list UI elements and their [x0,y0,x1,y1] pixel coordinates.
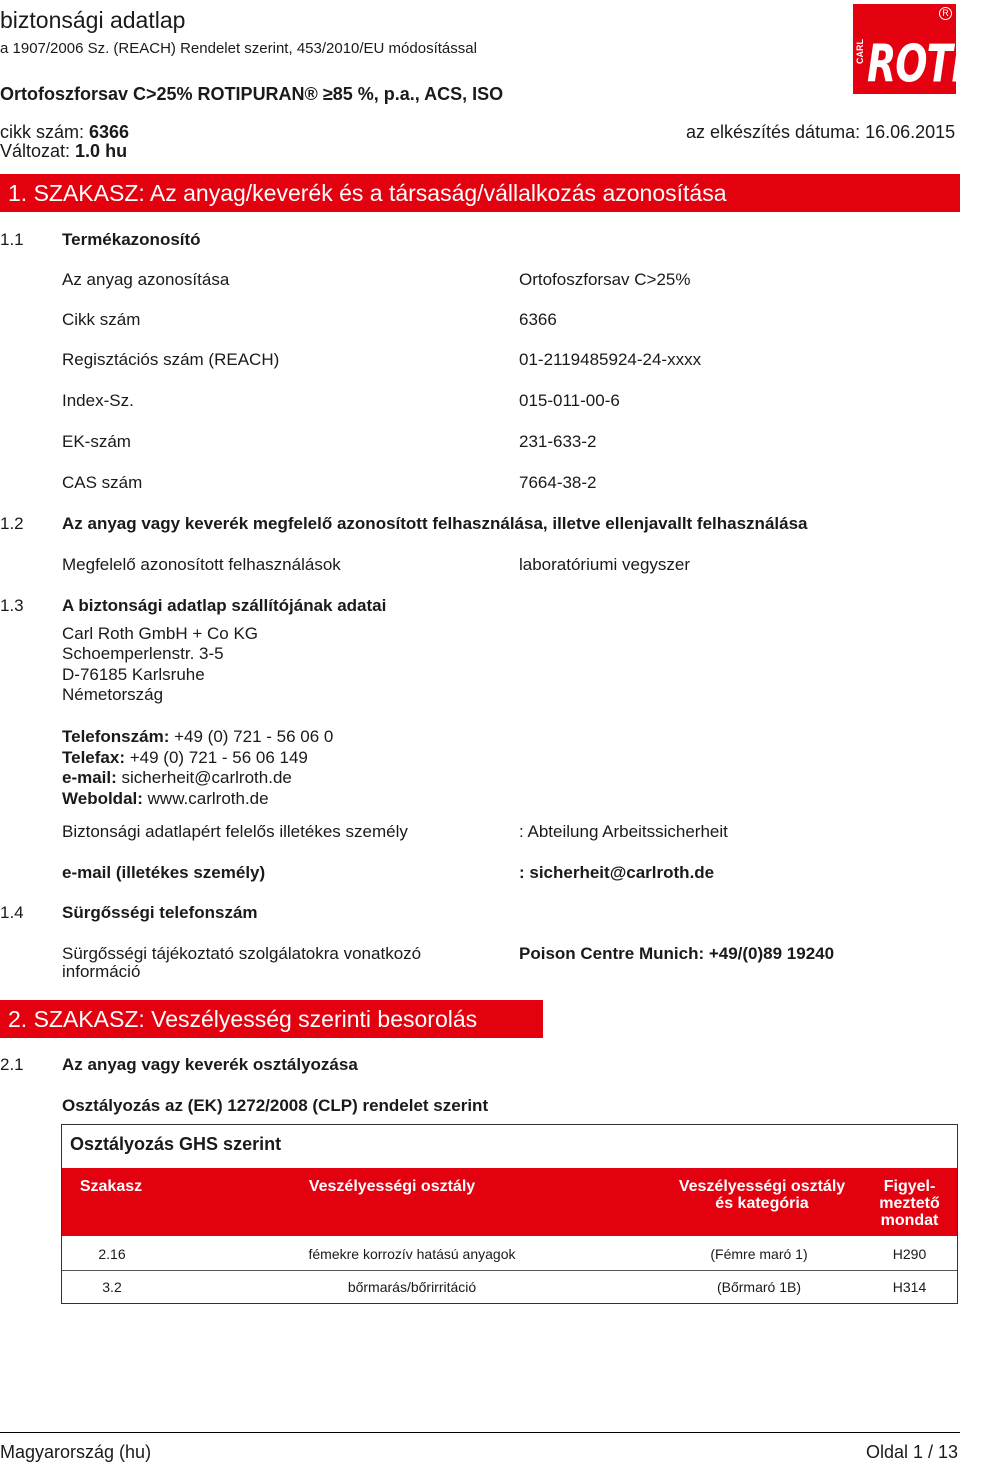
row-label: Index-Sz. [62,391,134,410]
email-value[interactable]: sicherheit@carlroth.de [116,768,292,787]
emergency-value: Poison Centre Munich: +49/(0)89 19240 [519,944,835,963]
emergency-label-line1: Sürgősségi tájékoztató szolgálatokra vonatkozó [62,944,422,963]
row-label: EK-szám [62,432,131,451]
address-line: Németország [62,685,164,704]
s1-2-num: 1.2 [0,514,24,533]
cell-class: fémekre korrozív hatású anyagok [308,1246,516,1262]
date-value: 16.06.2015 [865,122,956,142]
s1-2-title: Az anyag vagy keverék megfelelő azonosított felhasználása, illetve ellenjavallt felhasználása [62,514,808,533]
document-title: biztonsági adatlap [0,7,186,33]
website-value[interactable]: www.carlroth.de [142,789,269,808]
responsible-person-label: Biztonsági adatlapért felelős illetékes személy [62,822,408,841]
cell-statement: H290 [892,1246,927,1262]
s1-4-title: Sürgősségi telefonszám [62,903,258,922]
section-2-title: 2. SZAKASZ: Veszélyesség szerinti besorolás [8,1006,478,1032]
article-label: cikk szám: [0,122,90,142]
identified-uses-label: Megfelelő azonosított felhasználások [62,555,341,574]
header-statement [867,1178,952,1229]
row-value: Ortofoszforsav C>25% [519,270,691,289]
ghs-title: Osztályozás GHS szerint [70,1134,282,1154]
article-number [0,122,129,143]
header-statement-l3: mondat [880,1212,939,1229]
footer-country: Magyarország (hu) [0,1442,152,1462]
row-label: Cikk szám [62,310,141,329]
phone [62,727,333,747]
identified-uses-value: laboratóriumi vegyszer [519,555,691,574]
cell-category: (Bőrmaró 1B) [716,1279,802,1295]
responsible-person-value: : Abteilung Arbeitssicherheit [519,822,728,841]
header-class-category-l2: és kategória [715,1195,809,1212]
row-label: CAS szám [62,473,143,492]
emergency-label-line2: információ [62,962,141,981]
website [62,789,269,809]
row-label: Az anyag azonosítása [62,270,230,289]
section-1-header [0,174,960,212]
date-label: az elkészítés dátuma: [686,122,866,142]
row-value: 7664-38-2 [519,473,597,492]
article-value: 6366 [89,122,130,142]
footer-page-number: Oldal 1 / 13 [865,1442,958,1462]
s1-3-title: A biztonsági adatlap szállítójának adatai [62,596,387,615]
responsible-email-label: e-mail (illetékes személy) [62,863,266,882]
logo-roth-text: ROTH [867,34,982,94]
row-label: Regisztációs szám (REACH) [62,350,280,369]
creation-date [686,122,955,143]
responsible-email-value[interactable]: : sicherheit@carlroth.de [519,863,715,882]
fax [62,748,308,768]
header-statement-l1: Figyel- [883,1178,936,1195]
address-line: D-76185 Karlsruhe [62,665,205,684]
s2-1-title: Az anyag vagy keverék osztályozása [62,1055,358,1074]
version-label: Változat: [0,141,76,161]
s1-4-num: 1.4 [0,903,24,922]
table-row [62,1238,957,1270]
cell-statement: H314 [892,1279,927,1295]
cell-section: 2.16 [98,1246,126,1262]
section-1-title: 1. SZAKASZ: Az anyag/keverék és a társaság/vállalkozás azonosítása [8,180,727,206]
header-class-category [662,1178,862,1212]
email [62,768,292,788]
header-statement-l2: meztető [879,1195,940,1212]
website-label: Weboldal: [62,789,143,808]
carl-roth-logo [853,4,982,94]
clp-subtitle: Osztályozás az (EK) 1272/2008 (CLP) rendelet szerint [62,1096,489,1115]
cell-class: bőrmarás/bőrirritáció [347,1279,477,1295]
address-line: Schoemperlenstr. 3-5 [62,644,224,663]
cell-section: 3.2 [102,1279,122,1295]
regulation-line: a 1907/2006 Sz. (REACH) Rendelet szerint, 453/2010/EU módosítással [0,40,477,57]
row-value: 01-2119485924-24-xxxx [519,350,702,369]
row-value: 015-011-00-6 [519,391,620,410]
fax-label: Telefax: [62,748,125,767]
header-hazard-class: Veszélyességi osztály [308,1178,476,1195]
email-label: e-mail: [62,768,117,787]
header-section: Szakasz [79,1178,143,1195]
row-value: 6366 [519,310,557,329]
version [0,141,127,162]
address-line: Carl Roth GmbH + Co KG [62,624,259,643]
registered-icon: R [939,7,952,20]
header-class-category-l1: Veszélyességi osztály [678,1178,846,1195]
logo-carl-text: CARL [855,39,865,64]
ghs-table-header [62,1168,957,1236]
product-name: Ortofoszforsav C>25% ROTIPURAN® ≥85 %, p.a., ACS, ISO [0,84,504,104]
phone-label: Telefonszám: [62,727,170,746]
s2-1-num: 2.1 [0,1055,24,1074]
version-value: 1.0 hu [75,141,128,161]
s1-3-num: 1.3 [0,596,24,615]
table-row [62,1271,957,1303]
footer-rule [0,1432,960,1433]
fax-value: +49 (0) 721 - 56 06 149 [125,748,308,767]
s1-1-title: Termékazonosító [62,230,201,249]
section-2-header [0,1000,543,1038]
s1-1-num: 1.1 [0,230,24,249]
cell-category: (Fémre maró 1) [710,1246,808,1262]
phone-value: +49 (0) 721 - 56 06 0 [169,727,334,746]
row-value: 231-633-2 [519,432,597,451]
